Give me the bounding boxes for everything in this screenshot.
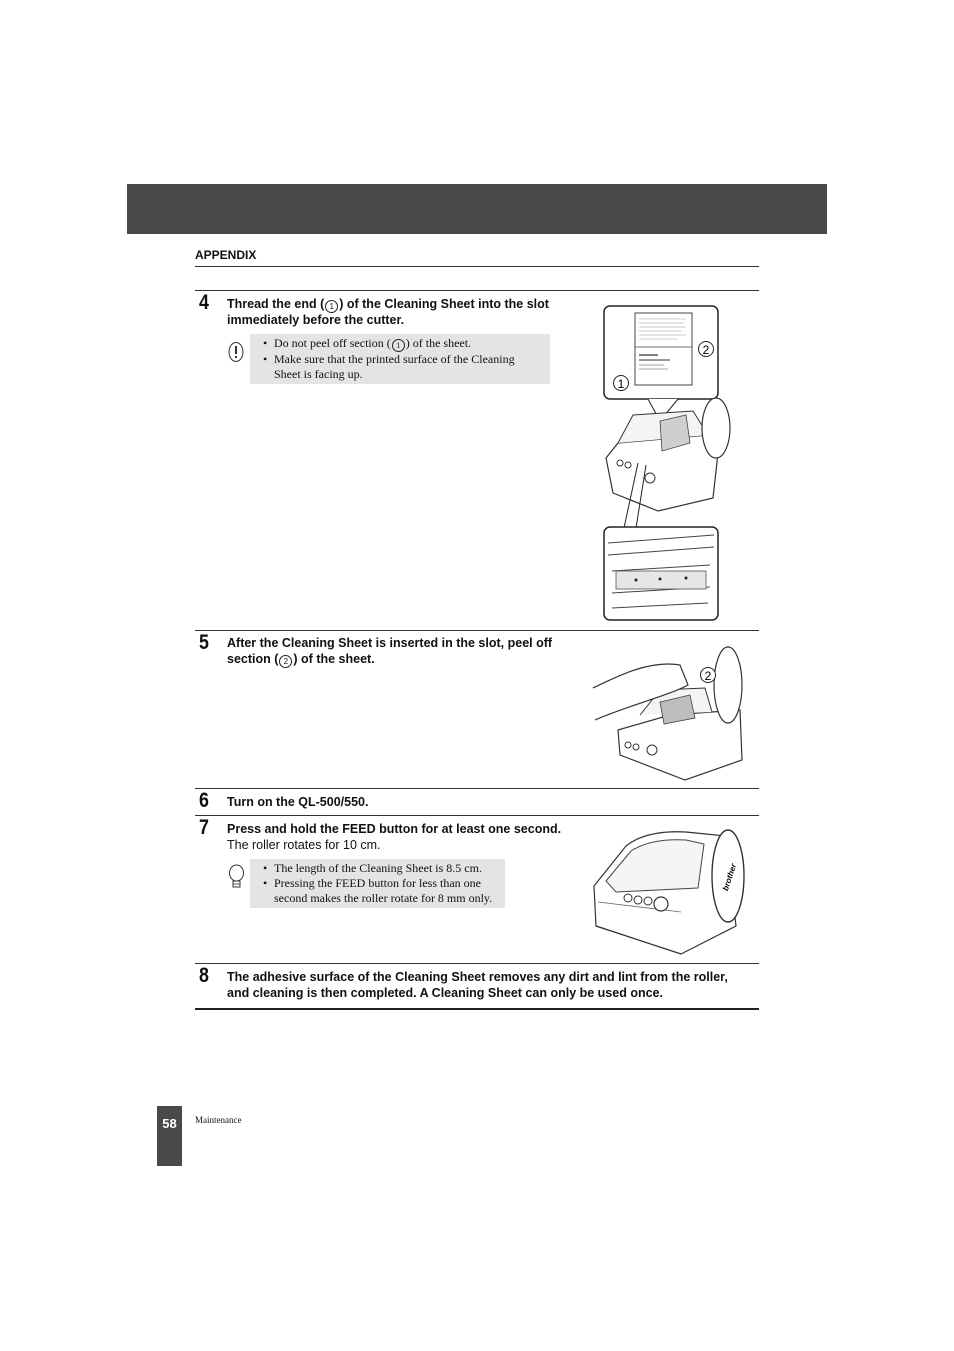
step-4-printer-illustration [598,303,758,623]
step-5-rule [195,630,759,631]
note-item: • Pressing the FEED button for less than one second makes the roller rotate for 8 mm only. [264,876,499,906]
page-number: 58 [157,1106,182,1166]
step-8-text-b: and cleaning is then completed. A Cleaning Sheet can only be used once. [227,985,663,1000]
step-7-text-plain: The roller rotates for 10 cm. [227,837,381,852]
step-4-number: 4 [199,291,209,314]
step-7-number: 7 [199,816,209,839]
step-6-rule [195,788,759,789]
caution-icon [228,341,244,363]
step-8-number: 8 [199,964,209,987]
callout-2-label: 2 [702,343,710,357]
header-rule [195,266,759,267]
cleaning-sheet-drawing [635,313,692,385]
callout-1-label: 1 [617,377,625,391]
printer-lid [702,398,730,458]
step-7-printer-illustration [586,826,751,958]
step-5-text-b: section ( [227,651,279,666]
step-6-instruction: Turn on the QL-500/550. [227,795,369,809]
note-item: • Make sure that the printed surface of the Cleaning Sheet is facing up. [264,352,544,382]
lightbulb-icon [228,864,245,890]
step-8-rule [195,963,759,964]
step-7-instruction [227,822,561,853]
section-label: APPENDIX [195,248,257,262]
step-5-text-c: ) of the sheet. [293,651,375,666]
footer-label: Maintenance [195,1115,242,1125]
header-bar [127,184,827,234]
step-4-text-a: Thread the end ( [227,297,325,311]
circled-1-icon: 1 [392,339,405,352]
step-4-text-c: immediately before the cutter. [227,313,405,327]
step-4-caution-note [250,334,550,384]
circled-1-icon: 1 [325,300,338,313]
step-4-rule [195,290,759,291]
step-7-rule [195,815,759,816]
step-8-instruction [227,970,728,1001]
button-drawing [644,897,652,905]
step-4-instruction [227,297,549,329]
step-6-number: 6 [199,789,209,812]
note-item: • The length of the Cleaning Sheet is 8.5 cm. [264,861,499,876]
step-5-instruction [227,636,552,668]
brand-logo: brother [721,862,739,892]
button-drawing [634,896,642,904]
button-drawing [654,897,668,911]
step-8-text-a: The adhesive surface of the Cleaning Sheet removes any dirt and lint from the roller, [227,970,728,984]
circled-2-icon: 2 [279,655,292,668]
printer-lid [714,647,742,723]
step-5-number: 5 [199,631,209,654]
step-4-text-b: ) of the Cleaning Sheet into the slot [339,297,549,311]
note-text: ) of the sheet. [405,336,472,350]
note-text: Do not peel off section ( [274,336,391,350]
step-7-tip-note [250,859,505,908]
step-7-text-bold: Press and hold the FEED button for at least one second. [227,822,562,836]
end-rule [195,1008,759,1010]
note-item [264,336,544,352]
step-5-peel-illustration [590,640,750,785]
step-5-text-a: After the Cleaning Sheet is inserted in the slot, peel off [227,636,553,650]
button-drawing [624,894,632,902]
callout-2-label: 2 [704,669,712,683]
